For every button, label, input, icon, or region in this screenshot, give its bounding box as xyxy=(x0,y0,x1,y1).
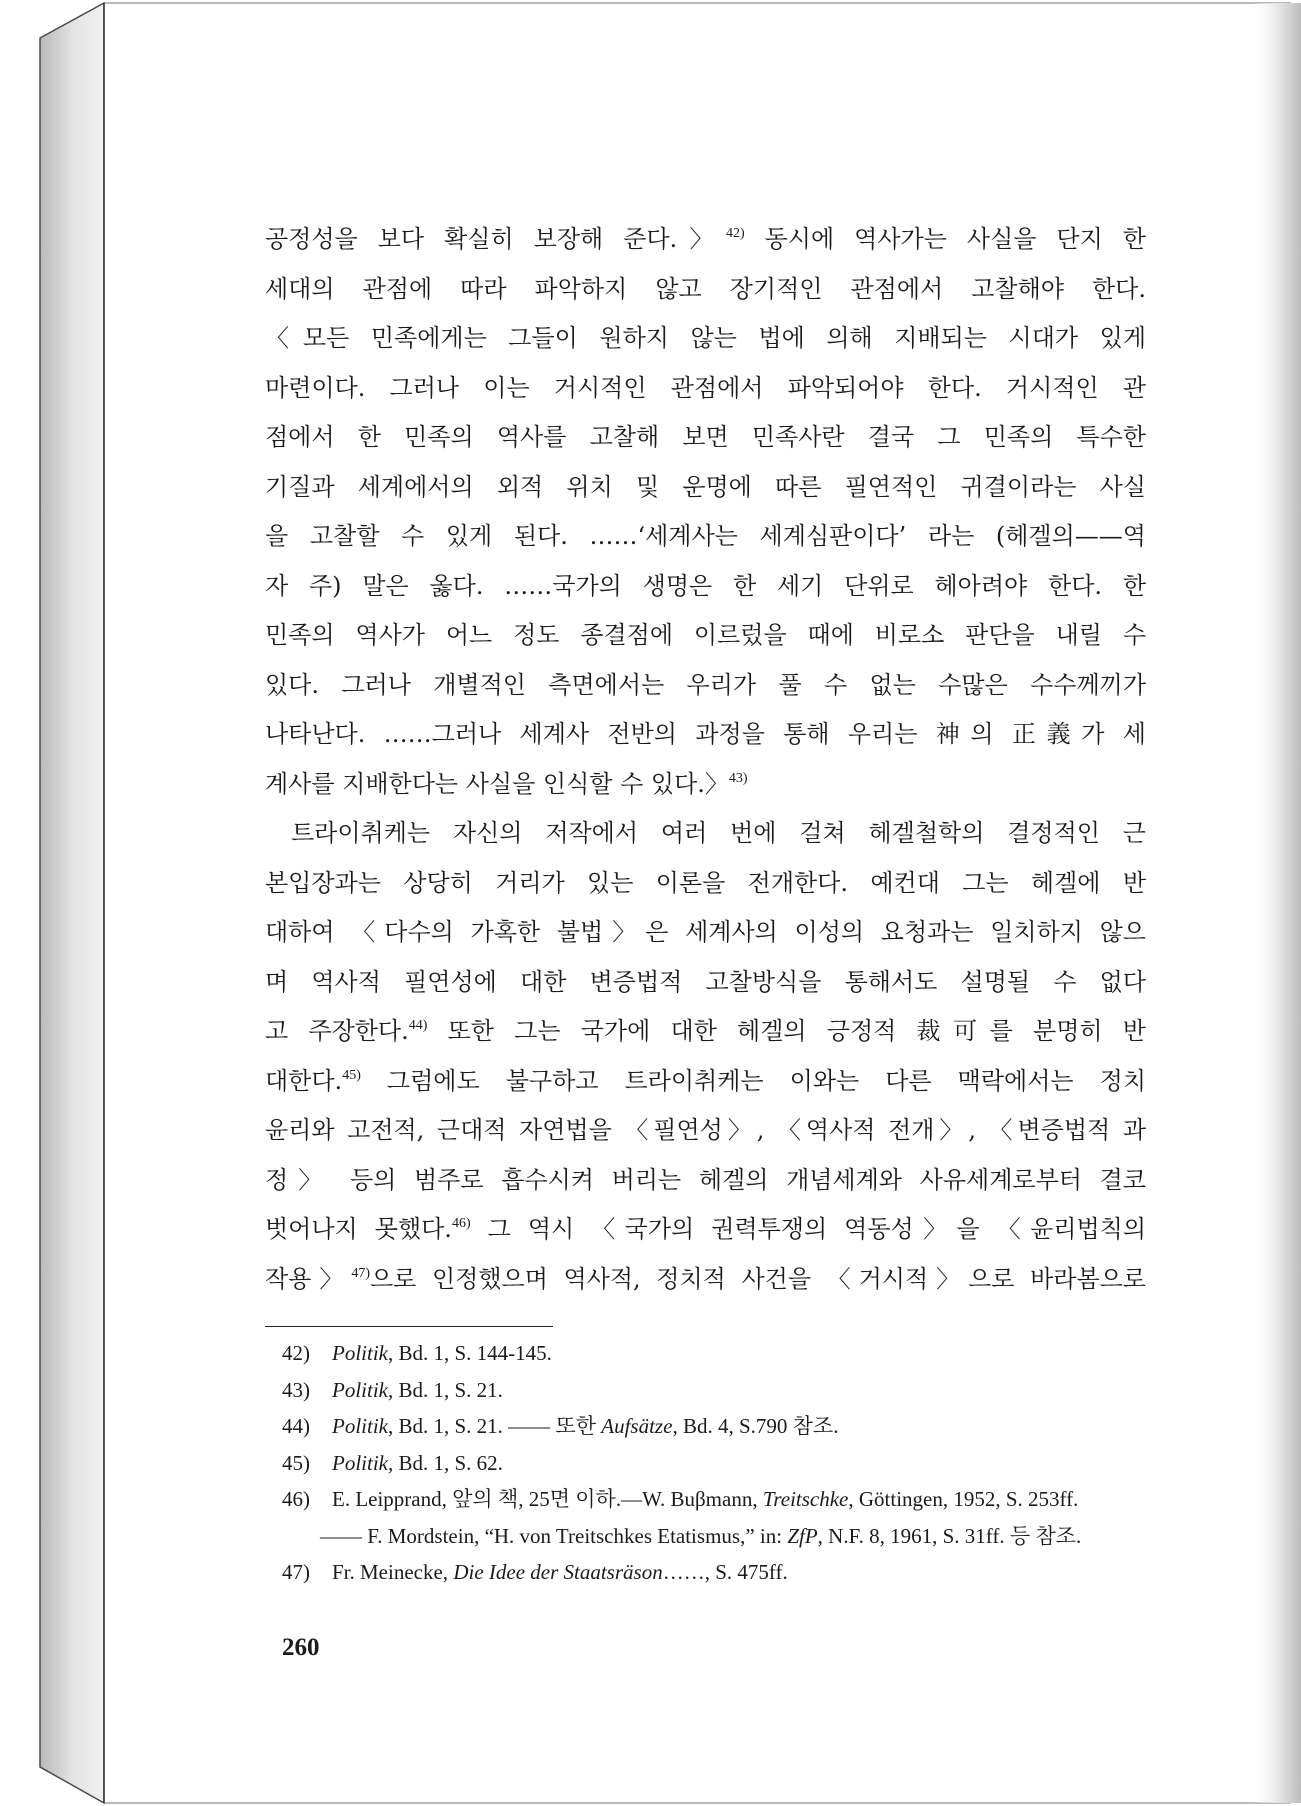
footnote-continuation xyxy=(282,1518,1242,1555)
body-line xyxy=(265,463,1146,513)
text-segment: Fr. Meinecke, xyxy=(332,1560,454,1584)
text-segment: 있다. 그러나 개별적인 측면에서는 우리가 풀 수 없는 수많은 수수께끼가 xyxy=(265,670,1146,699)
text-segment: 〈모든 민족에게는 그들이 원하지 않는 법에 의해 지배되는 시대가 있게 xyxy=(265,324,1146,352)
text-segment: 대하여 〈다수의 가혹한 불법〉은 세계사의 이성의 요청과는 일치하지 않으 xyxy=(265,918,1146,946)
work-title: Politik xyxy=(332,1377,388,1402)
body-line xyxy=(265,809,1146,859)
text-segment: 점에서 한 민족의 역사를 고찰해 보면 민족사란 결국 그 민족의 특수한 xyxy=(265,423,1146,451)
footnote-item xyxy=(282,1408,1242,1445)
text-segment: , Bd. 1, S. 144-145. xyxy=(388,1341,552,1365)
text-segment: 본입장과는 상당히 거리가 있는 이론을 전개한다. 예컨대 그는 헤겔에 반 xyxy=(265,868,1146,897)
work-title: Politik xyxy=(332,1341,388,1365)
text-segment: 세대의 관점에 따라 파악하지 않고 장기적인 관점에서 고찰해야 한다. xyxy=(265,274,1146,303)
footnote-number: 45) xyxy=(282,1450,310,1475)
text-segment: 그럼에도 불구하고 트라이취케는 이와는 다른 맥락에서는 정치 xyxy=(360,1066,1146,1095)
body-line xyxy=(265,958,1146,1008)
text-segment: , Bd. 4, S.790 참조. xyxy=(672,1414,839,1438)
text-segment: 정〉 등의 범주로 흡수시켜 버리는 헤겔의 개념세계와 사유세계로부터 결코 xyxy=(265,1165,1146,1194)
text-segment: 계사를 지배한다는 사실을 인식할 수 있다.〉 xyxy=(265,769,729,798)
text-segment: , N.F. 8, 1961, S. 31ff. 등 참조. xyxy=(817,1523,1082,1548)
text-segment: 으로 인정했으며 역사적, 정치적 사건을 〈거시적〉으로 바라봄으로 xyxy=(370,1264,1146,1293)
footnote-text xyxy=(332,1445,503,1482)
footnote-ref: 46) xyxy=(451,1216,471,1231)
footnote-item xyxy=(282,1335,1242,1372)
text-segment: 마련이다. 그러나 이는 거시적인 관점에서 파악되어야 한다. 거시적인 관 xyxy=(265,373,1146,402)
page-edge-shadow xyxy=(1250,3,1301,1803)
work-title: Die Idee der Staatsräson xyxy=(453,1560,663,1584)
body-line xyxy=(265,760,1146,810)
body-line xyxy=(265,859,1146,909)
text-segment: 또한 그는 국가에 대한 헤겔의 긍정적 裁可를 분명히 반 xyxy=(427,1017,1146,1045)
work-title: Politik xyxy=(332,1450,388,1475)
body-line xyxy=(265,661,1146,711)
body-line xyxy=(265,364,1146,414)
footnote-item xyxy=(282,1481,1242,1518)
body-line xyxy=(265,314,1146,364)
body-line xyxy=(265,512,1146,562)
text-segment: 공정성을 보다 확실히 보장해 준다.〉 xyxy=(265,225,726,253)
body-line xyxy=(265,1106,1146,1156)
body-line xyxy=(265,1057,1146,1107)
text-segment: 그 역시 〈국가의 권력투쟁의 역동성〉을 〈윤리법칙의 xyxy=(470,1215,1146,1243)
footnote-text xyxy=(332,1372,503,1409)
page-number: 260 xyxy=(282,1634,320,1661)
text-segment: 윤리와 고전적, 근대적 자연법을 〈필연성〉, 〈역사적 전개〉, 〈변증법적 과 xyxy=(265,1116,1146,1144)
text-segment: 작용〉 xyxy=(265,1264,352,1293)
text-segment: 을 고찰할 수 있게 된다. ……‘세계사는 세계심판이다’ 라는 (헤겔의——역 xyxy=(265,522,1146,550)
footnote-number: 44) xyxy=(282,1414,310,1438)
text-segment: 트라이취케는 자신의 저작에서 여러 번에 걸쳐 헤겔철학의 결정적인 근 xyxy=(291,819,1146,847)
body-line xyxy=(265,1205,1146,1255)
body-line xyxy=(265,265,1146,315)
text-segment: 며 역사적 필연성에 대한 변증법적 고찰방식을 통해서도 설명될 수 없다 xyxy=(265,967,1146,996)
work-title: Treitschke xyxy=(762,1487,849,1511)
journal-title: ZfP xyxy=(787,1523,818,1548)
footnote-divider xyxy=(265,1326,553,1327)
footnotes xyxy=(282,1335,1242,1591)
body-text xyxy=(265,215,1146,1304)
footnote-ref: 45) xyxy=(342,1067,361,1083)
footnote-number: 43) xyxy=(282,1377,310,1402)
footnote-item xyxy=(282,1445,1242,1482)
footnote-number: 42) xyxy=(282,1341,310,1365)
text-segment: 나타난다. ……그러나 세계사 전반의 과정을 통해 우리는 神의 正義가 세 xyxy=(265,720,1146,748)
footnote-ref: 44) xyxy=(408,1018,428,1033)
body-line xyxy=(265,215,1146,265)
text-segment: —— F. Mordstein, “H. von Treitschkes Etatismus,” in: xyxy=(320,1523,788,1548)
book-spine xyxy=(40,3,104,1803)
text-segment: 대한다. xyxy=(265,1066,343,1095)
body-line xyxy=(265,1255,1146,1305)
footnote-text xyxy=(332,1408,838,1445)
footnote-number: 47) xyxy=(282,1560,310,1584)
work-title: Aufsätze xyxy=(601,1414,673,1438)
text-segment: ……, S. 475ff. xyxy=(662,1560,788,1584)
work-title: Politik xyxy=(332,1414,388,1438)
text-segment: E. Leipprand, 앞의 책, 25면 이하.—W. Buβmann, xyxy=(332,1487,763,1511)
body-line xyxy=(265,562,1146,612)
text-segment: 동시에 역사가는 사실을 단지 한 xyxy=(744,225,1146,253)
footnote-item xyxy=(282,1372,1242,1409)
text-segment: , Bd. 1, S. 21. xyxy=(388,1377,503,1402)
text-segment: , Bd. 1, S. 62. xyxy=(388,1450,503,1475)
text-segment: 벗어나지 못했다. xyxy=(265,1215,452,1243)
body-line xyxy=(265,908,1146,958)
body-line xyxy=(265,710,1146,760)
footnote-text xyxy=(332,1554,788,1591)
text-segment: 고 주장한다. xyxy=(265,1017,409,1045)
footnote-ref: 42) xyxy=(725,226,745,241)
text-segment: , Bd. 1, S. 21. —— 또한 xyxy=(388,1414,602,1438)
body-line xyxy=(265,1156,1146,1206)
body-line xyxy=(265,413,1146,463)
footnote-item xyxy=(282,1554,1242,1591)
footnote-text xyxy=(332,1335,552,1372)
footnote-number: 46) xyxy=(282,1487,310,1511)
text-segment: 자 주) 말은 옳다. ……국가의 생명은 한 세기 단위로 헤아려야 한다. 한 xyxy=(265,571,1146,600)
body-line xyxy=(265,1007,1146,1057)
footnote-text xyxy=(332,1481,1078,1518)
text-segment: , Göttingen, 1952, S. 253ff. xyxy=(848,1487,1079,1511)
text-segment: 기질과 세계에서의 외적 위치 및 운명에 따른 필연적인 귀결이라는 사실 xyxy=(265,472,1146,501)
text-segment: 민족의 역사가 어느 정도 종결점에 이르렀을 때에 비로소 판단을 내릴 수 xyxy=(265,621,1146,649)
footnote-ref: 43) xyxy=(728,770,748,786)
footnote-ref: 47) xyxy=(351,1265,370,1281)
body-line xyxy=(265,611,1146,661)
